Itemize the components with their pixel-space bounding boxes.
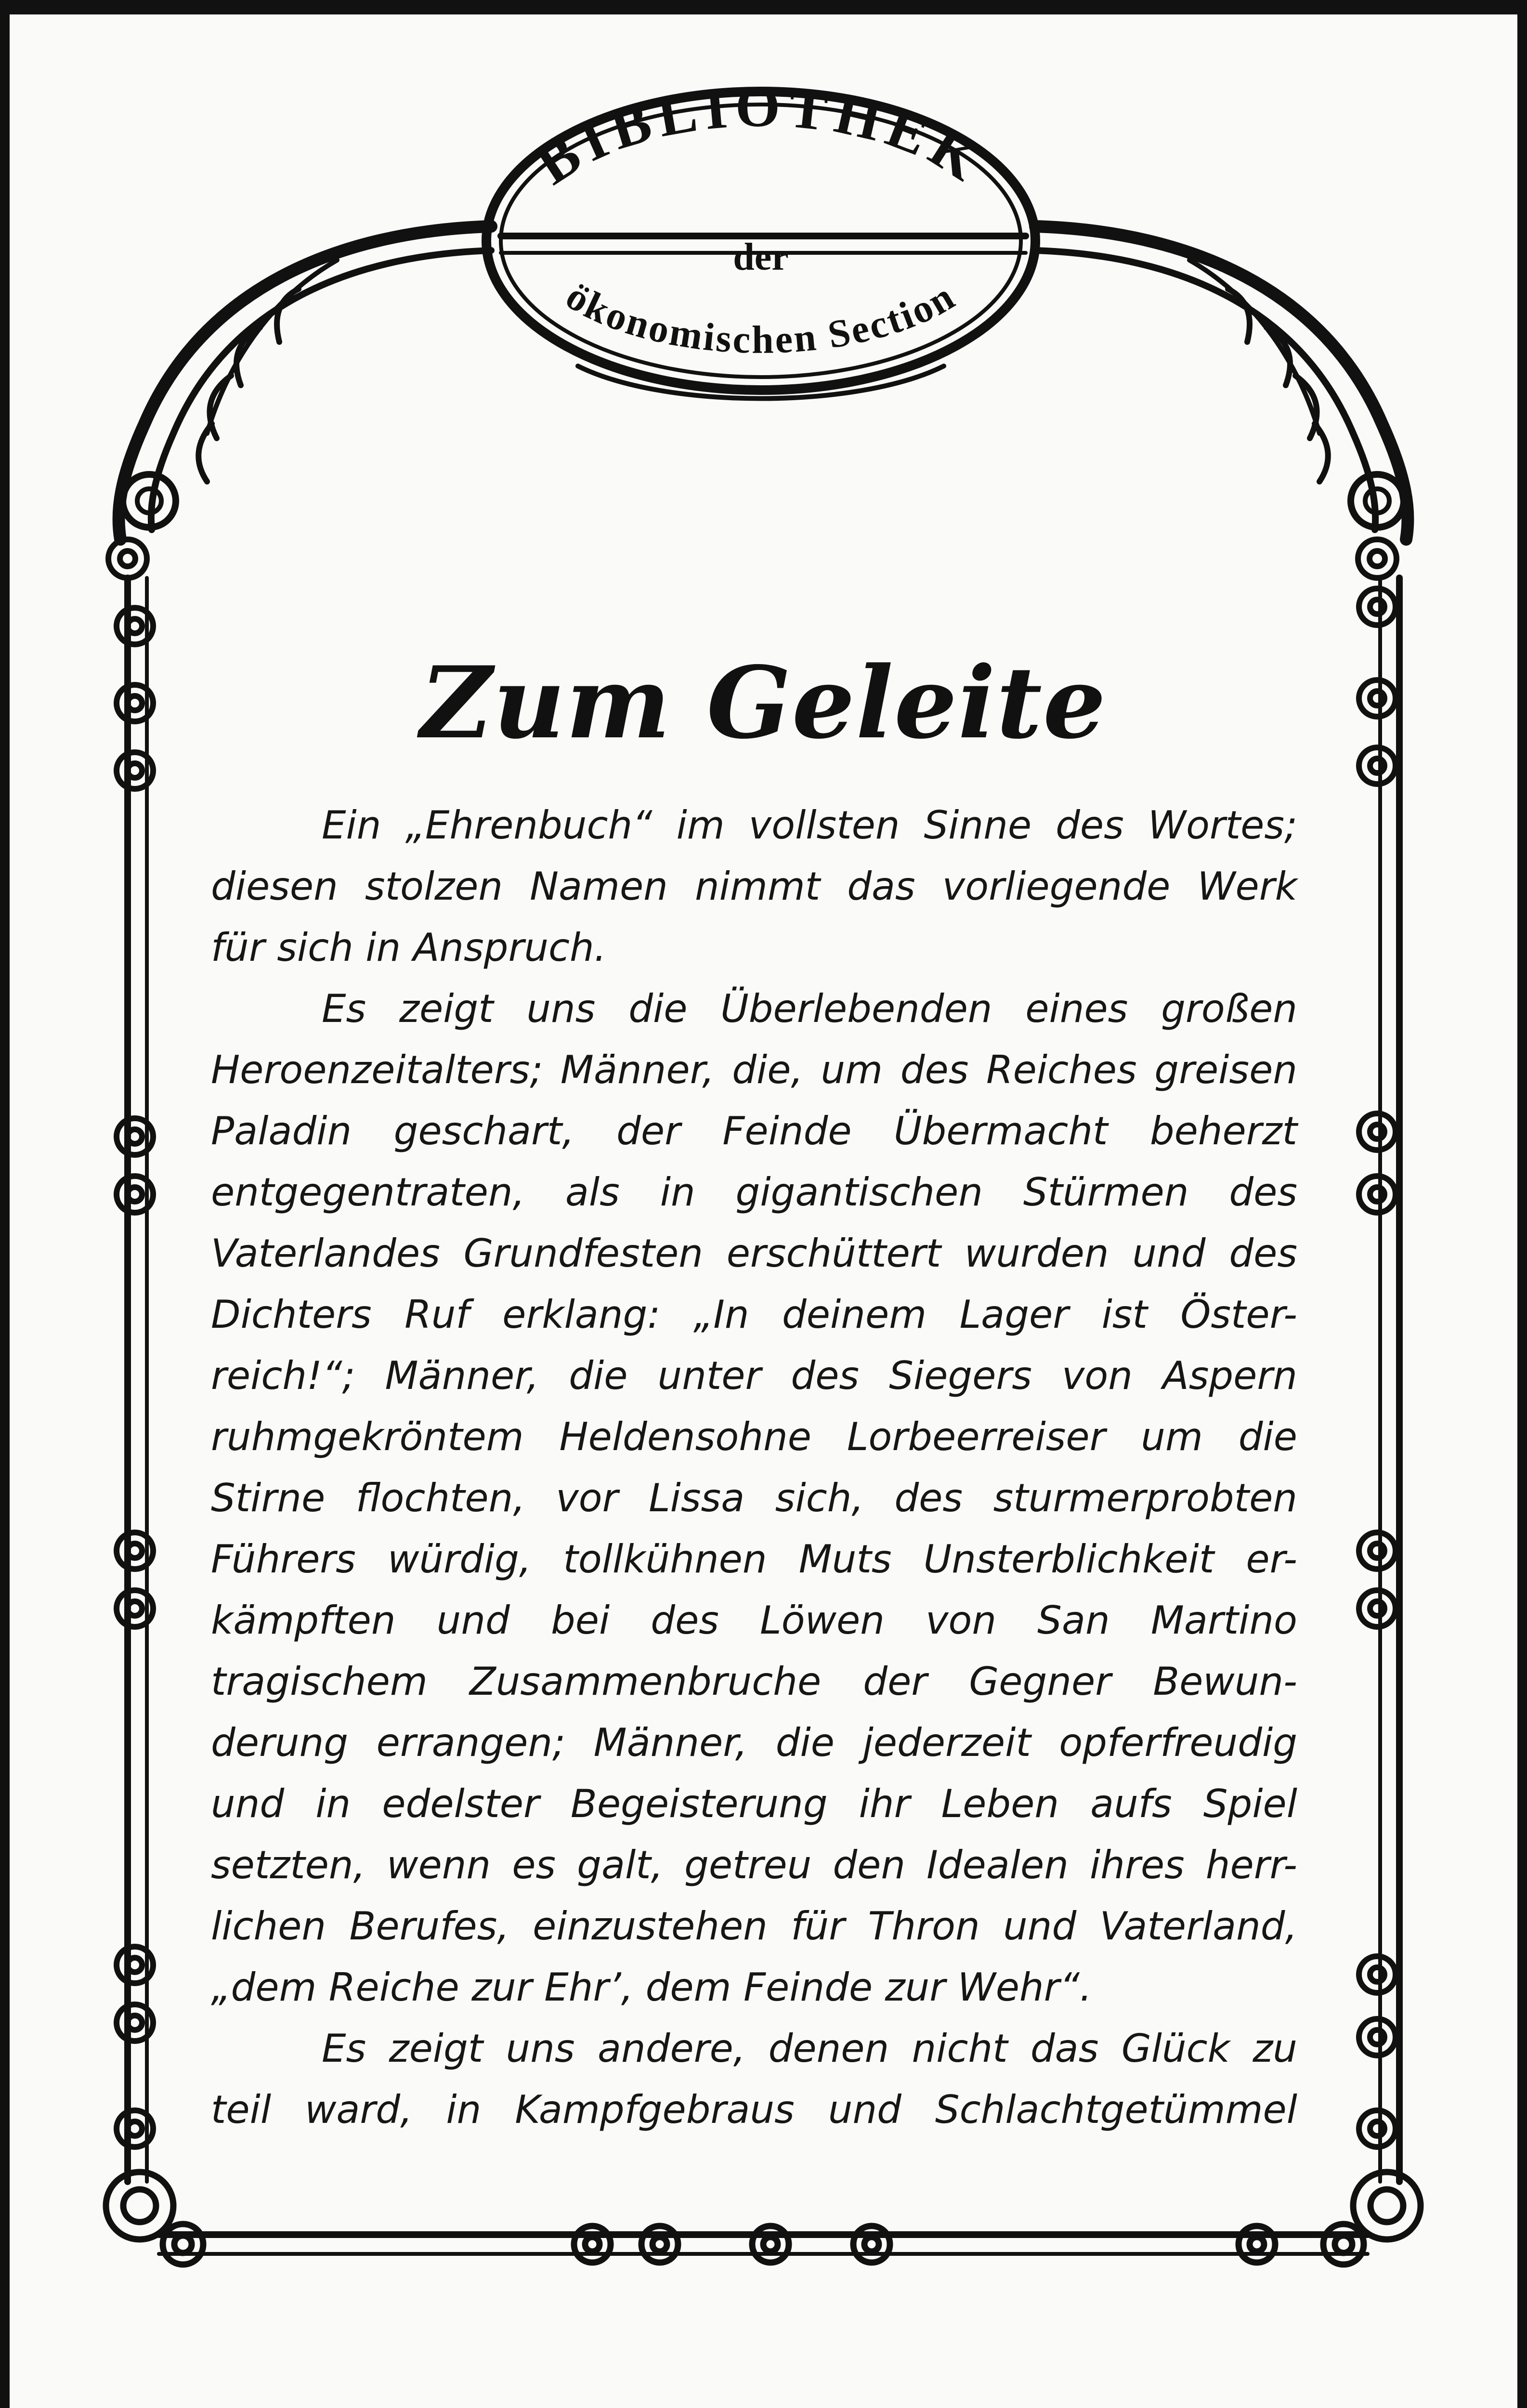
text-line: teil ward, in Kampfgebraus und Schlachtgetümmel <box>211 2087 1297 2132</box>
svg-text:ökonomischen Section <box>559 274 963 362</box>
text-line: diesen stolzen Namen nimmt das vorliegende Werk <box>211 864 1297 909</box>
text-line: reich!“; Männer, die unter des Siegers von Aspern <box>211 1353 1297 1398</box>
text-line: entgegentraten, als in gigantischen Stürmen des <box>211 1170 1297 1215</box>
text-line: kämpften und bei des Löwen von San Martino <box>211 1598 1297 1643</box>
text-line: Stirne flochten, vor Lissa sich, des sturmerprobten <box>211 1476 1297 1520</box>
text-line: Paladin geschart, der Feinde Übermacht beherzt <box>211 1109 1297 1153</box>
text-line: derung errangen; Männer, die jederzeit opferfreudig <box>211 1720 1297 1765</box>
body-text <box>211 795 1297 2140</box>
stamp-bottom-text: ökonomischen Section <box>559 274 963 362</box>
text-line: Vaterlandes Grundfesten erschüttert wurden und des <box>211 1231 1297 1276</box>
text-line: lichen Berufes, einzustehen für Thron und Vaterland, <box>211 1904 1297 1949</box>
stamp-top-text: BIBLIOTHEK <box>524 74 997 197</box>
page-title: Zum Geleite <box>420 645 1107 761</box>
text-line: tragischem Zusammenbruche der Gegner Bewun- <box>211 1659 1297 1704</box>
text-line: Heroenzeitalters; Männer, die, um des Reiches greisen <box>211 1047 1297 1092</box>
text-line: und in edelster Begeisterung ihr Leben aufs Spiel <box>211 1781 1297 1826</box>
text-line: ruhmgekröntem Heldensohne Lorbeerreiser um die <box>211 1414 1297 1459</box>
text-line: „dem Reiche zur Ehr’, dem Feinde zur Wehr“. <box>211 1965 1092 2010</box>
text-line: Führers würdig, tollkühnen Muts Unsterblichkeit er- <box>211 1537 1297 1582</box>
text-line: Dichters Ruf erklang: „In deinem Lager ist Öster- <box>211 1292 1297 1337</box>
stamp-middle-text: der <box>733 236 789 278</box>
text-line: Es zeigt uns die Überlebenden eines großen <box>322 986 1297 1031</box>
text-line: Ein „Ehrenbuch“ im vollsten Sinne des Wortes; <box>322 803 1297 848</box>
text-line: für sich in Anspruch. <box>211 925 607 970</box>
text-line: setzten, wenn es galt, getreu den Idealen ihres herr- <box>211 1843 1297 1887</box>
text-line: Es zeigt uns andere, denen nicht das Glück zu <box>322 2026 1297 2071</box>
svg-text:BIBLIOTHEK <box>524 75 996 197</box>
